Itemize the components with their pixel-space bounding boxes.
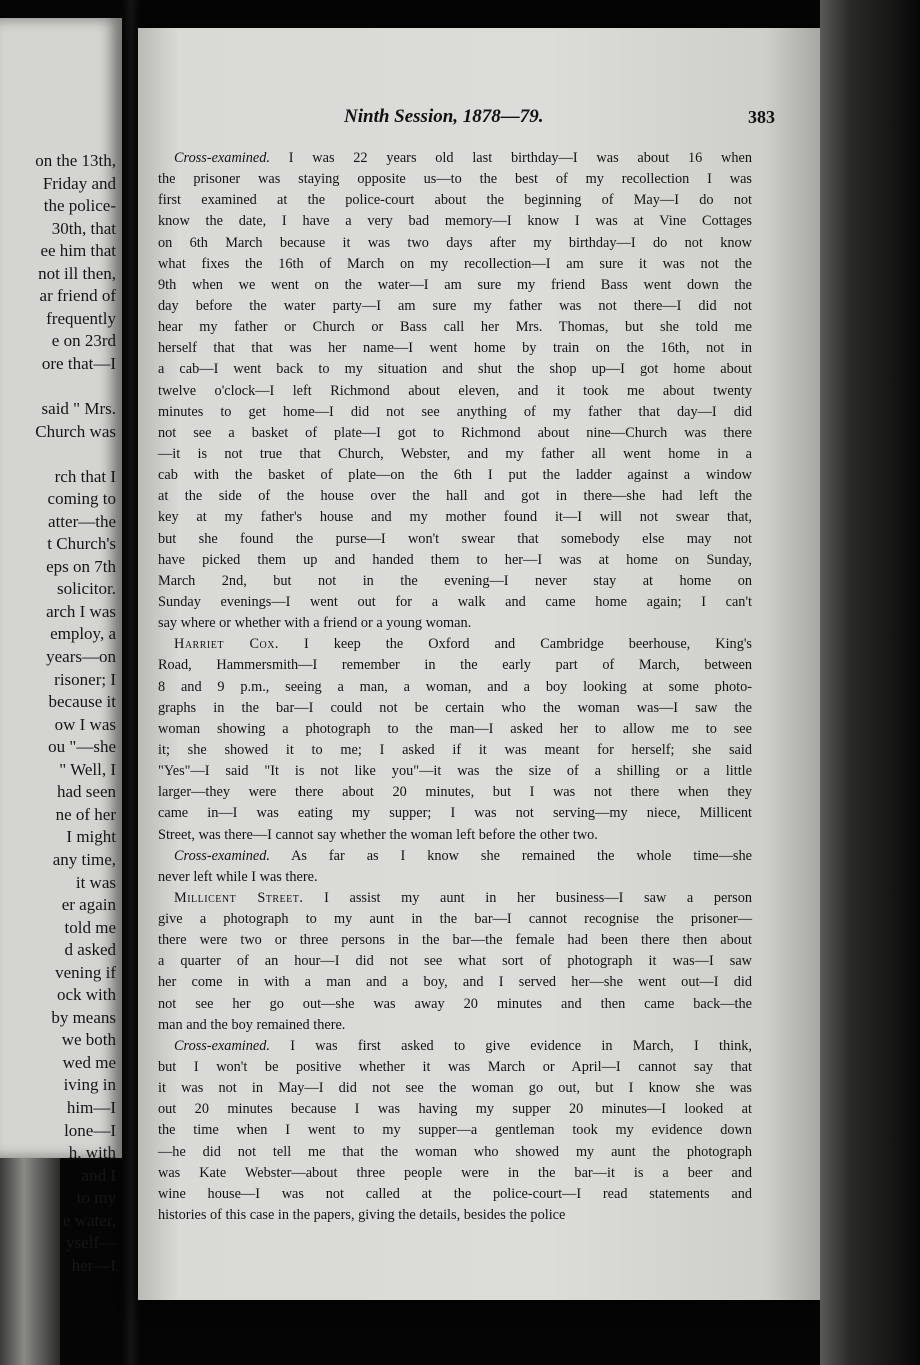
facing-page-line: ore that—I bbox=[41, 353, 116, 373]
text-line: but she found the purse—I won't swear that somebody else may not bbox=[158, 530, 752, 547]
text-line: not see a basket of plate—I got to Richmond about nine—Church was there bbox=[158, 424, 752, 441]
facing-page-line bbox=[0, 375, 116, 398]
text-line: never left while I was there. bbox=[158, 868, 318, 885]
text-line: the prisoner was staying opposite us—to the best of my recollection I was bbox=[158, 171, 752, 188]
facing-page-left bbox=[0, 18, 125, 1275]
text-line: not see her go out—she was away 20 minutes and then came back—the bbox=[158, 995, 752, 1012]
text-line: Street, was there—I cannot say whether the woman left before the other two. bbox=[158, 826, 598, 843]
text-line: twelve o'clock—I left Richmond about eleven, and it took me about twenty bbox=[158, 382, 752, 399]
facing-page-line: e water, bbox=[62, 1210, 116, 1230]
text-line: March 2nd, but not in the evening—I never stay at home on bbox=[158, 572, 752, 589]
testimony-text bbox=[158, 148, 752, 1226]
text-line: man and the boy remained there. bbox=[158, 1016, 346, 1033]
facing-page-line: solicitor. bbox=[56, 579, 116, 599]
facing-page-line: we both bbox=[61, 1030, 116, 1050]
facing-page-line: Friday and bbox=[42, 173, 116, 193]
text-line: —it is not true that Church, Webster, and my father all went home in a bbox=[158, 445, 752, 462]
facing-page-line: ow I was bbox=[54, 714, 116, 734]
text-line: key at my father's house and my mother found it—I will not swear that, bbox=[158, 509, 752, 526]
text-line: histories of this case in the papers, giving the details, besides the police bbox=[158, 1207, 566, 1224]
facing-page-line: and I bbox=[81, 1165, 116, 1185]
text-span: I assist my aunt in her business—I saw a person bbox=[303, 889, 753, 906]
witness-name: Millicent Street. bbox=[174, 889, 304, 906]
text-line: it was not in May—I did not see the woman go out, but I know she was bbox=[158, 1080, 752, 1097]
text-line bbox=[158, 846, 752, 867]
text-line: woman showing a photograph to the man—I asked her to allow me to see bbox=[158, 720, 752, 737]
text-span: I keep the Oxford and Cambridge beerhouse, King's bbox=[279, 636, 752, 653]
facing-page-line: arch I was bbox=[46, 601, 116, 621]
text-span: I was 22 years old last birthday—I was about 16 when bbox=[269, 150, 752, 166]
facing-page-line: any time, bbox=[52, 849, 116, 869]
facing-page-line: said " Mrs. bbox=[41, 399, 116, 419]
page-edge-left bbox=[0, 1158, 60, 1365]
facing-page-line: eps on 7th bbox=[46, 556, 116, 576]
document-page bbox=[138, 28, 820, 1300]
text-line: herself that that was her name—I went home by train on the 16th, not in bbox=[158, 340, 752, 357]
facing-page-line: because it bbox=[48, 692, 116, 712]
text-span: I was first asked to give evidence in March, I think, bbox=[269, 1037, 752, 1054]
text-line: a cab—I went back to my situation and shut the shop up—I got home about bbox=[158, 361, 752, 378]
text-line: minutes to get home—I did not see anything of my father that day—I did bbox=[158, 403, 752, 420]
text-line: graphs in the bar—I could not be certain who the woman was—I saw the bbox=[158, 699, 752, 716]
text-line: —he did not tell me that the woman who showed my aunt the photograph bbox=[158, 1143, 752, 1160]
cross-examined-label: Cross-examined. bbox=[174, 150, 270, 166]
cross-examined-label: Cross-examined. bbox=[174, 1037, 270, 1054]
text-line bbox=[158, 148, 752, 169]
facing-page-line: ou "—she bbox=[48, 737, 116, 757]
facing-page-line: atter—the bbox=[48, 511, 116, 531]
facing-page-line: ee him that bbox=[40, 241, 116, 261]
text-line: cab with the basket of plate—on the 6th I put the ladder against a window bbox=[158, 467, 752, 484]
text-line bbox=[158, 634, 752, 655]
text-line: her come in with a man and a boy, and I served her—she went out—I did bbox=[158, 974, 752, 991]
text-line: Sunday evenings—I went out for a walk and came home again; I can't bbox=[158, 593, 752, 610]
facing-page-line: " Well, I bbox=[59, 759, 116, 779]
text-line: larger—they were there about 20 minutes, but I was not there when they bbox=[158, 784, 752, 801]
text-line: first examined at the police-court about the beginning of May—I do not bbox=[158, 192, 752, 209]
facing-page-line: er again bbox=[61, 895, 116, 915]
text-line bbox=[158, 1036, 752, 1057]
text-line: know the date, I have a very bad memory—I know I was at Vine Cottages bbox=[158, 213, 752, 230]
facing-page-line: on the 13th, bbox=[35, 151, 116, 170]
facing-page-line: told me bbox=[64, 917, 116, 937]
text-line: came in—I was eating my supper; I was not serving—my niece, Millicent bbox=[158, 805, 752, 822]
facing-page-line: to my bbox=[76, 1188, 116, 1208]
cross-examined-label: Cross-examined. bbox=[174, 847, 270, 864]
page-number: 383 bbox=[748, 107, 775, 127]
text-line: but I won't be positive whether it was March or April—I cannot say that bbox=[158, 1059, 752, 1076]
page-edge-right bbox=[820, 0, 920, 1365]
facing-page-line: by means bbox=[51, 1007, 116, 1027]
text-line: have picked them up and handed them to her—I was at home on Sunday, bbox=[158, 551, 752, 568]
facing-page-line bbox=[0, 443, 116, 466]
facing-page-line: e on 23rd bbox=[51, 331, 116, 351]
facing-page-line: not ill then, bbox=[38, 263, 116, 283]
text-line: Road, Hammersmith—I remember in the early part of March, between bbox=[158, 657, 752, 674]
text-line: was Kate Webster—about three people were in the bar—it is a beer and bbox=[158, 1164, 752, 1181]
facing-page-line: her—I bbox=[71, 1255, 116, 1275]
facing-page-line: h, with bbox=[68, 1143, 116, 1163]
text-line: the time when I went to my supper—a gentleman took my evidence down bbox=[158, 1122, 752, 1139]
running-head bbox=[138, 104, 820, 130]
facing-page-line: yself— bbox=[65, 1233, 116, 1253]
facing-page-line: I might bbox=[66, 827, 116, 847]
text-span: As far as I know she remained the whole time—she bbox=[269, 847, 752, 864]
facing-page-line: ar friend of bbox=[39, 286, 116, 306]
facing-page-line: ock with bbox=[56, 985, 116, 1005]
facing-page-line: it was bbox=[75, 872, 116, 892]
facing-page-text bbox=[0, 150, 116, 1277]
facing-page-line: t Church's bbox=[47, 534, 116, 554]
text-line: wine house—I was not called at the police-court—I read statements and bbox=[158, 1185, 752, 1202]
text-line: say where or whether with a friend or a young woman. bbox=[158, 615, 472, 632]
session-title: Ninth Session, 1878—79. bbox=[344, 106, 544, 127]
facing-page-line: Church was bbox=[35, 421, 116, 441]
facing-page-line: iving in bbox=[63, 1075, 116, 1095]
facing-page-line: ne of her bbox=[55, 804, 116, 824]
facing-page-line: lone—I bbox=[64, 1120, 116, 1140]
text-line: give a photograph to my aunt in the bar—I cannot recognise the prisoner— bbox=[158, 911, 752, 928]
facing-page-line: had seen bbox=[56, 782, 116, 802]
facing-page-line: wed me bbox=[62, 1052, 116, 1072]
facing-page-line: years—on bbox=[46, 647, 116, 667]
text-line bbox=[158, 888, 752, 909]
facing-page-line: him—I bbox=[66, 1097, 116, 1117]
witness-name: Harriet Cox. bbox=[174, 636, 279, 653]
text-line: hear my father or Church or Bass call her Mrs. Thomas, but she told me bbox=[158, 319, 752, 336]
text-line: it; she showed it to me; I asked if it was meant for herself; she said bbox=[158, 741, 752, 758]
facing-page-line: frequently bbox=[46, 308, 116, 328]
facing-page-line: coming to bbox=[47, 489, 116, 509]
facing-page-line: employ, a bbox=[50, 624, 116, 644]
text-line: 8 and 9 p.m., seeing a man, a woman, and a boy looking at some photo- bbox=[158, 678, 752, 695]
facing-page-line: the police- bbox=[43, 196, 116, 216]
text-line: out 20 minutes because I was having my supper 20 minutes—I looked at bbox=[158, 1101, 752, 1118]
facing-page-line: rch that I bbox=[54, 466, 116, 486]
text-line: "Yes"—I said "It is not like you"—it was the size of a shilling or a little bbox=[158, 763, 752, 780]
facing-page-line: d asked bbox=[64, 940, 116, 960]
facing-page-line: risoner; I bbox=[54, 669, 116, 689]
facing-page-line: 30th, that bbox=[51, 218, 116, 238]
text-line: 9th when we went on the water—I am sure my friend Bass went down the bbox=[158, 276, 752, 293]
facing-page-line: vening if bbox=[55, 962, 116, 982]
text-line: on 6th March because it was two days after my birthday—I do not know bbox=[158, 234, 752, 251]
text-line: what fixes the 16th of March on my recollection—I am sure it was not the bbox=[158, 255, 752, 272]
text-line: day before the water party—I am sure my father was not there—I did not bbox=[158, 297, 752, 314]
text-line: a quarter of an hour—I did not see what sort of photograph it was—I saw bbox=[158, 953, 752, 970]
text-line: at the side of the house over the hall and got in there—she had left the bbox=[158, 488, 752, 505]
text-line: there were two or three persons in the bar—the female had been there then about bbox=[158, 932, 752, 949]
